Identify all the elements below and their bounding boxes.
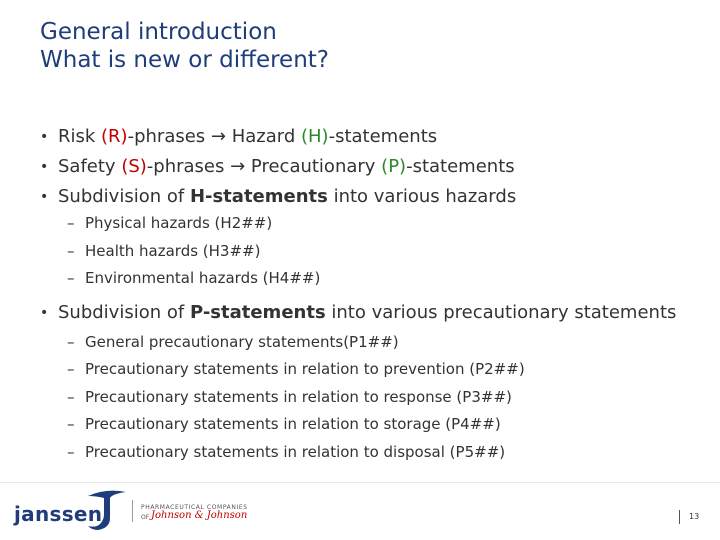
- sub-item-label: Precautionary statements in relation to storage (P4##): [85, 415, 501, 433]
- bullet-text-post: Precautionary: [245, 156, 382, 177]
- bullet-text-mid: -phrases: [146, 156, 231, 177]
- logo-separator: [132, 500, 133, 522]
- janssen-logo: [14, 488, 294, 532]
- janssen-wordmark: janssen: [14, 502, 103, 526]
- dash-glyph: –: [67, 415, 75, 433]
- of-text: OF: [141, 514, 150, 521]
- bullet-text-post: Hazard: [226, 126, 301, 147]
- p-statement-subs: [40, 329, 700, 467]
- bullet-text-end: -statements: [328, 126, 438, 147]
- bullet-text-pre: Risk: [58, 126, 102, 147]
- sub-item-label: General precautionary statements(P1##): [85, 332, 399, 351]
- footer-divider: [0, 482, 720, 483]
- bullet-list: [40, 122, 700, 466]
- code-h: (H): [301, 126, 329, 147]
- jnj-logo-text: Johnson & Johnson: [151, 510, 248, 521]
- pharma-text: PHARMACEUTICAL COMPANIES: [141, 504, 248, 511]
- bullet-text-pre: Safety: [58, 156, 122, 177]
- bullet-text-pre: Subdivision of: [58, 186, 190, 207]
- bullet-safety-phrases: [40, 152, 700, 182]
- page-title: [40, 18, 329, 74]
- title-line-1: General introduction: [40, 19, 277, 45]
- bullet-risk-phrases: [40, 122, 700, 152]
- code-p: (P): [381, 156, 407, 177]
- h-statement-subs: [40, 210, 700, 293]
- dash-glyph: –: [67, 442, 75, 461]
- sub-item-storage: [67, 411, 700, 439]
- sub-item-label: Precautionary statements in relation to disposal (P5##): [85, 442, 506, 461]
- sub-item-label: Health hazards (H3##): [85, 241, 261, 260]
- bullet-p-statements: [40, 301, 700, 325]
- code-r: (R): [101, 126, 128, 147]
- dash-glyph: –: [67, 214, 75, 232]
- sub-item-physical: [67, 210, 700, 238]
- dash-glyph: –: [67, 269, 75, 287]
- dash-glyph: –: [67, 241, 75, 260]
- sub-item-health: [67, 238, 700, 266]
- bullet-text-post: into various hazards: [327, 186, 517, 207]
- bullet-text-post: into various precautionary statements: [325, 301, 677, 323]
- janssen-j-icon: [82, 488, 130, 532]
- code-s: (S): [121, 156, 147, 177]
- title-line-2: What is new or different?: [40, 47, 330, 73]
- bullet-text-mid: -phrases: [127, 126, 211, 147]
- sub-item-label: Physical hazards (H2##): [85, 214, 273, 232]
- page-number-separator: [679, 510, 680, 524]
- sub-item-label: Precautionary statements in relation to response (P3##): [85, 387, 512, 406]
- bullet-dot: •: [40, 304, 49, 321]
- bullet-h-statements: [40, 182, 700, 212]
- sub-item-label: Environmental hazards (H4##): [85, 269, 321, 287]
- dash-glyph: –: [67, 360, 75, 378]
- sub-item-label: Precautionary statements in relation to prevention (P2##): [85, 360, 525, 378]
- dash-glyph: –: [67, 332, 75, 351]
- bullet-dot: •: [40, 129, 49, 145]
- bullet-text-pre: Subdivision of: [58, 301, 190, 323]
- page-number: 13: [689, 512, 700, 521]
- bullet-text-end: -statements: [406, 156, 515, 177]
- bullet-dot: •: [40, 159, 49, 175]
- sub-item-disposal: [67, 439, 700, 467]
- bold-p-statements: P-statements: [189, 301, 326, 323]
- sub-item-response: [67, 384, 700, 412]
- sub-item-general: [67, 329, 700, 357]
- dash-glyph: –: [67, 387, 75, 406]
- arrow-icon: →: [210, 126, 226, 147]
- sub-item-prevention: [67, 356, 700, 384]
- bold-h-statements: H-statements: [189, 186, 328, 207]
- bullet-dot: •: [40, 189, 49, 205]
- sub-item-environmental: [67, 265, 700, 293]
- arrow-icon: →: [230, 156, 246, 177]
